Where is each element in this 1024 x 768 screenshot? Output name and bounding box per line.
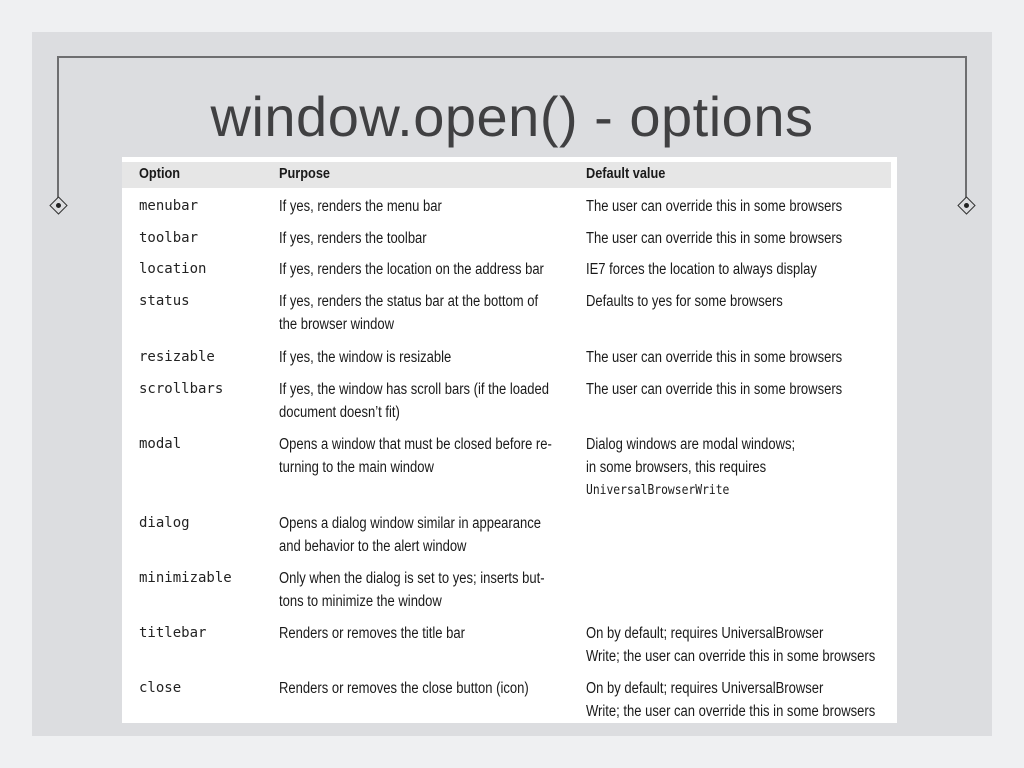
- table-header: [122, 162, 891, 188]
- option-name: dialog: [139, 515, 190, 531]
- option-purpose: If yes, renders the status bar at the bottom of the browser window: [279, 293, 539, 333]
- option-default: The user can override this in some browsers: [586, 198, 843, 215]
- frame-top-line: [57, 56, 967, 58]
- option-name: scrollbars: [139, 381, 224, 397]
- option-name: toolbar: [139, 230, 199, 246]
- option-name: location: [139, 261, 207, 277]
- header-option: Option: [139, 165, 181, 182]
- option-default: On by default; requires UniversalBrowser Write; the user can override this in some browsers: [586, 625, 876, 665]
- option-name: resizable: [139, 349, 215, 365]
- option-name: status: [139, 293, 190, 309]
- option-purpose: Opens a window that must be closed before re- turning to the main window: [279, 436, 552, 476]
- option-default: The user can override this in some browsers: [586, 381, 843, 398]
- option-purpose: If yes, renders the menu bar: [279, 198, 442, 215]
- option-name: menubar: [139, 198, 199, 214]
- option-default: The user can override this in some browsers: [586, 230, 843, 247]
- option-default: The user can override this in some browsers: [586, 349, 843, 366]
- option-name: close: [139, 680, 182, 696]
- option-purpose: If yes, renders the location on the address bar: [279, 261, 544, 278]
- option-default: IE7 forces the location to always display: [586, 261, 817, 278]
- option-name: modal: [139, 436, 182, 452]
- option-default: Defaults to yes for some browsers: [586, 293, 783, 310]
- option-default: On by default; requires UniversalBrowser Write; the user can override this in some browsers: [586, 680, 876, 720]
- option-purpose: Only when the dialog is set to yes; inserts but- tons to minimize the window: [279, 570, 545, 610]
- option-name: minimizable: [139, 570, 232, 586]
- option-purpose: If yes, the window has scroll bars (if the loaded document doesn’t fit): [279, 381, 549, 421]
- options-table: [122, 157, 897, 723]
- option-purpose: If yes, the window is resizable: [279, 349, 452, 366]
- option-purpose: Renders or removes the close button (icon): [279, 680, 529, 697]
- option-purpose: Opens a dialog window similar in appearance and behavior to the alert window: [279, 515, 542, 555]
- header-purpose: Purpose: [279, 165, 331, 182]
- option-purpose: If yes, renders the toolbar: [279, 230, 427, 247]
- slide-title: window.open() - options: [210, 85, 814, 148]
- option-name: titlebar: [139, 625, 207, 641]
- option-purpose: Renders or removes the title bar: [279, 625, 465, 642]
- option-default: Dialog windows are modal windows; in some browsers, this requires UniversalBrowserWrite: [586, 436, 796, 498]
- header-default-value: Default value: [586, 165, 666, 182]
